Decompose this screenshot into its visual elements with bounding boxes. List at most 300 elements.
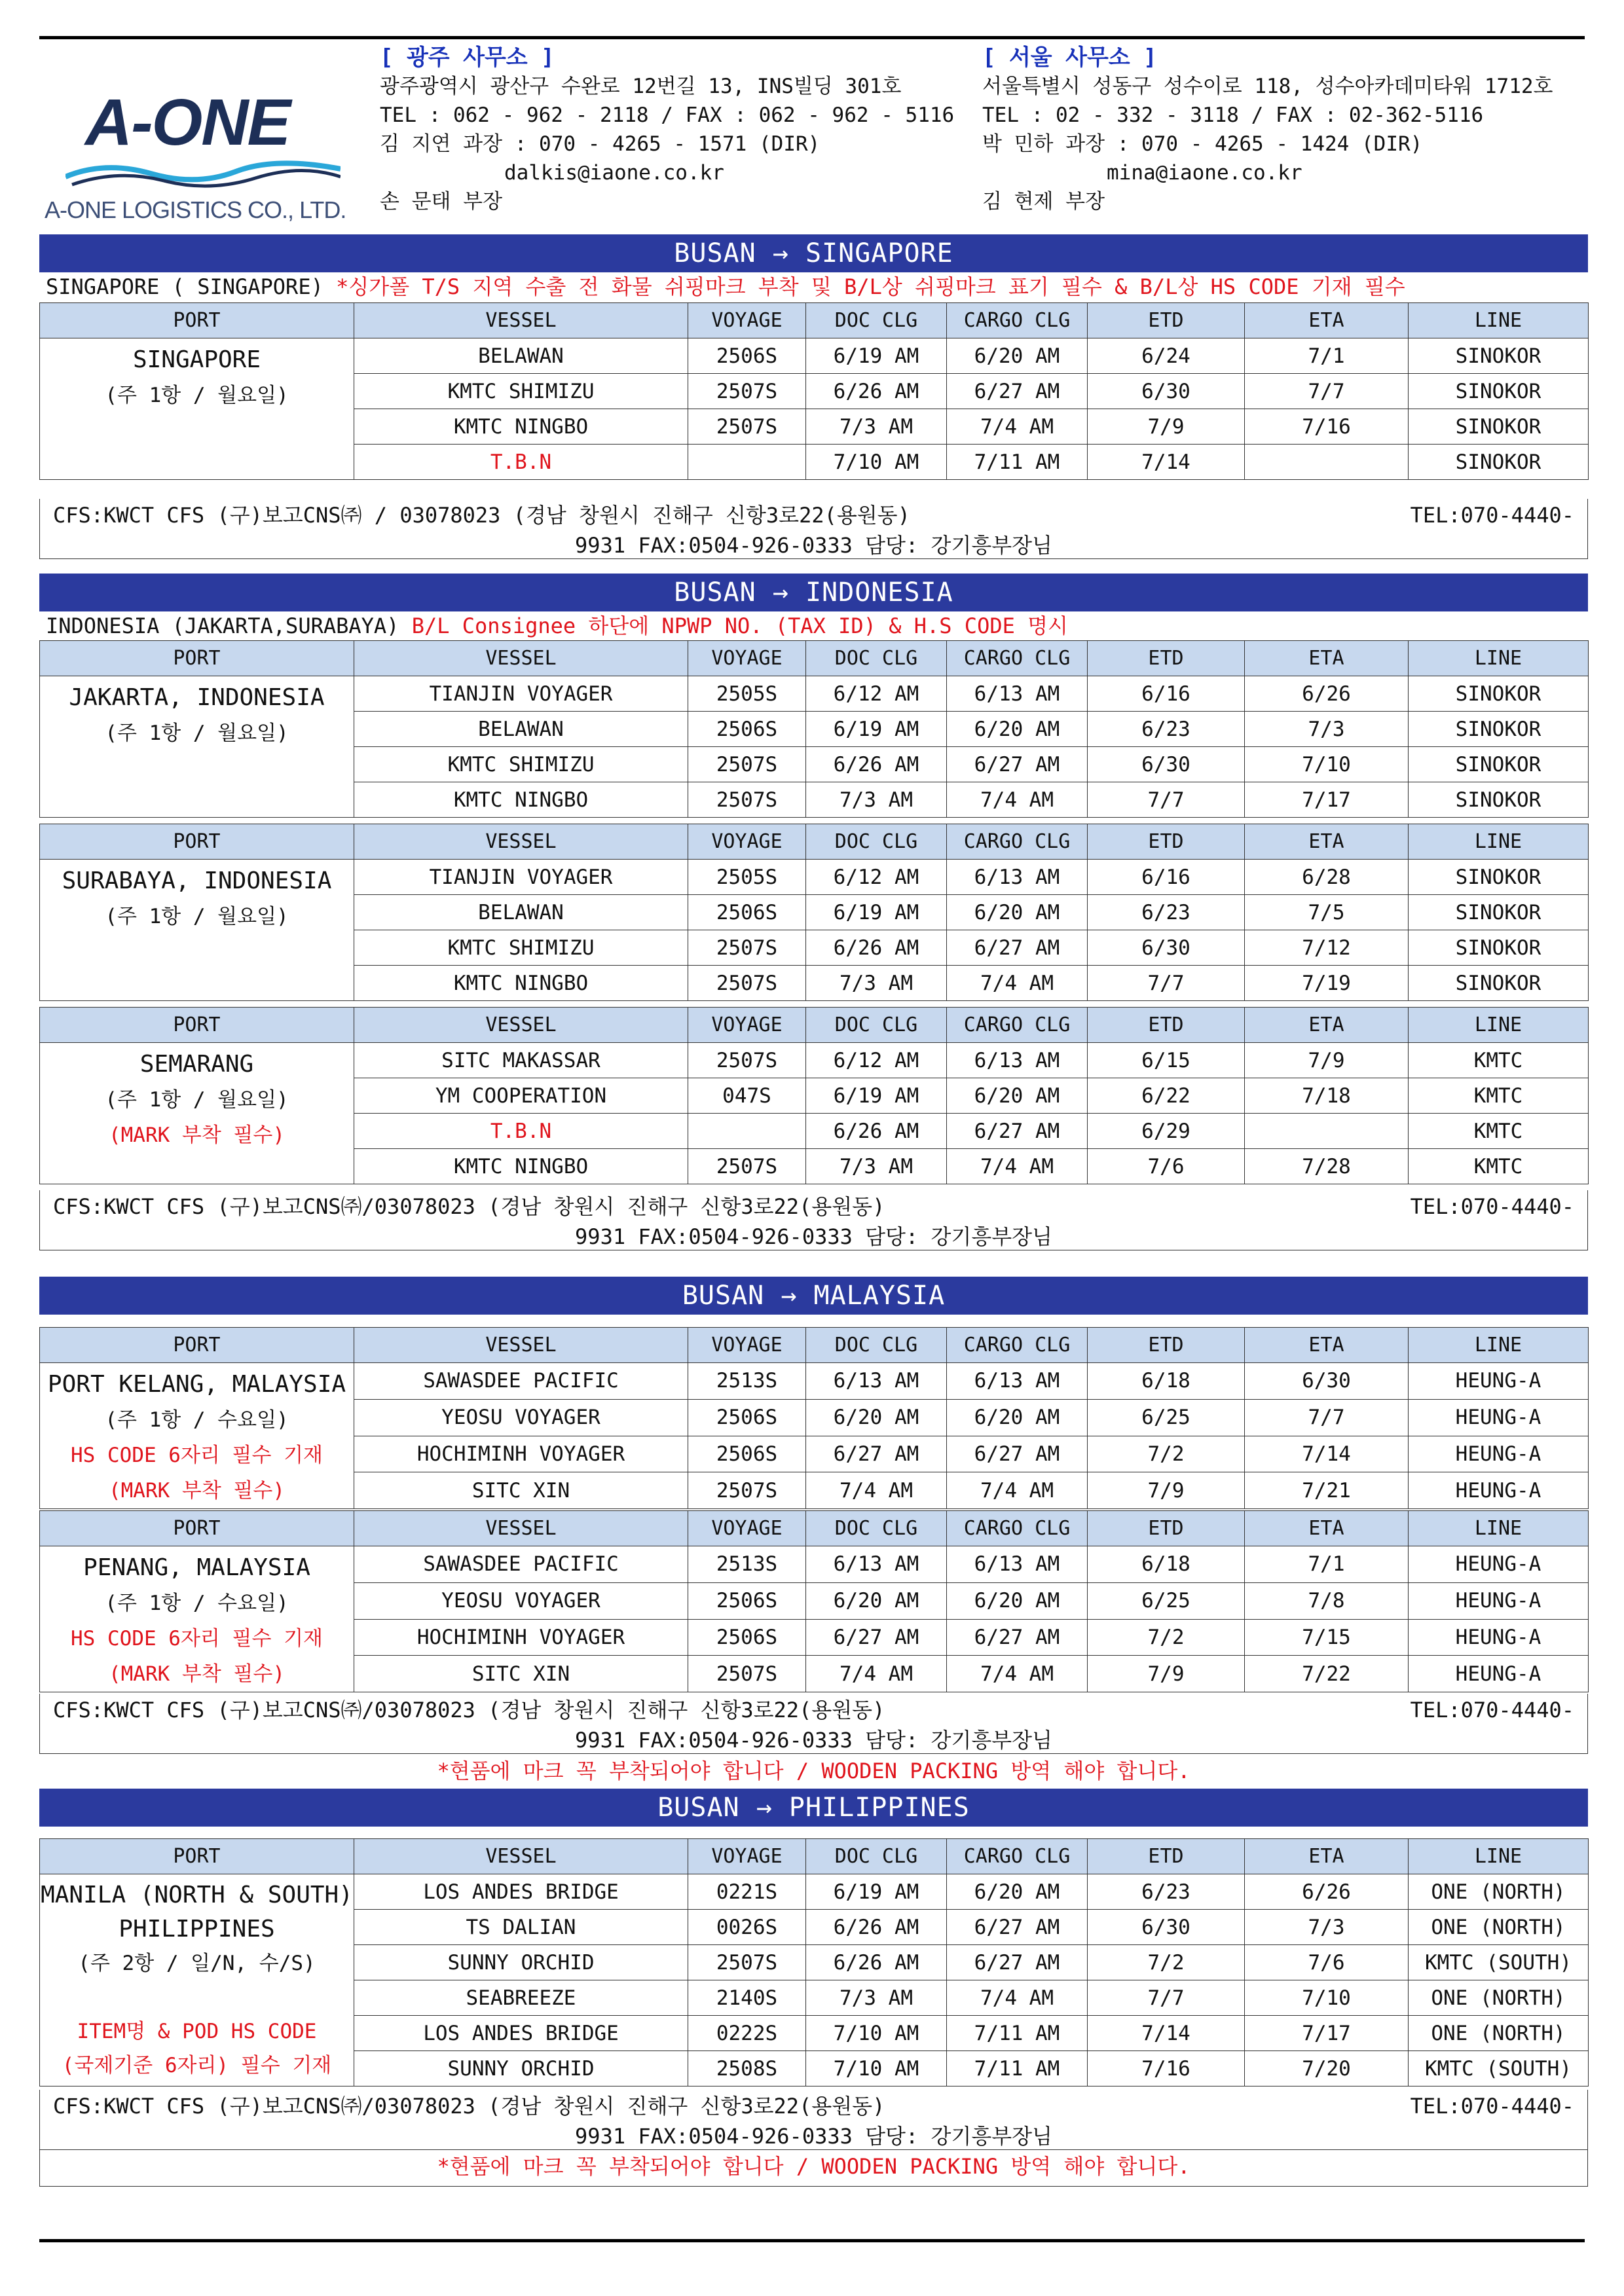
singapore-schedule-table <box>39 302 1589 480</box>
line-cell: HEUNG-A <box>1409 1582 1589 1619</box>
port-cell <box>40 1546 354 1692</box>
port-country: PHILIPPINES <box>119 1916 275 1942</box>
port-requirement: (국제기준 6자리) 필수 기재 <box>62 2054 332 2077</box>
table-header-row <box>40 1839 1589 1874</box>
office-address: 광주광역시 광산구 수완로 12번길 13, INS빌딩 301호 <box>380 75 902 98</box>
eta-cell: 7/7 <box>1245 374 1409 409</box>
line-cell: KMTC <box>1409 1043 1589 1078</box>
line-cell: KMTC (SOUTH) <box>1409 1945 1589 1980</box>
vessel-cell: T.B.N <box>354 445 688 480</box>
column-header: LINE <box>1409 1328 1589 1363</box>
table-header-row <box>40 1511 1589 1546</box>
vessel-cell: KMTC NINGBO <box>354 409 688 445</box>
column-header: PORT <box>40 303 354 338</box>
port-name: MANILA (NORTH & SOUTH) <box>41 1882 353 1908</box>
doc-clg-cell: 6/26 AM <box>806 747 947 782</box>
column-header: LINE <box>1409 1511 1589 1546</box>
line-cell: HEUNG-A <box>1409 1619 1589 1656</box>
etd-cell: 7/7 <box>1088 1980 1245 2016</box>
section-banner-malaysia: BUSAN → MALAYSIA <box>39 1277 1588 1315</box>
note-country: SINGAPORE ( SINGAPORE) <box>46 274 337 299</box>
column-header: DOC CLG <box>806 1328 947 1363</box>
doc-clg-cell: 6/12 AM <box>806 676 947 712</box>
doc-clg-cell: 6/26 AM <box>806 1910 947 1945</box>
cargo-clg-cell: 7/4 AM <box>947 1980 1088 2016</box>
port-requirement: (MARK 부착 필수) <box>108 1662 286 1686</box>
cfs-fax-contact: 9931 FAX:0504-926-0333 담당: 강기흥부장님 <box>575 1224 1052 1249</box>
line-cell: HEUNG-A <box>1409 1472 1589 1509</box>
etd-cell: 6/16 <box>1088 860 1245 895</box>
eta-cell <box>1245 1114 1409 1149</box>
column-header: PORT <box>40 1328 354 1363</box>
column-header: PORT <box>40 1839 354 1874</box>
line-cell: HEUNG-A <box>1409 1363 1589 1400</box>
line-cell: KMTC <box>1409 1078 1589 1114</box>
eta-cell: 7/10 <box>1245 1980 1409 2016</box>
table-row <box>40 1874 1589 1910</box>
etd-cell: 6/25 <box>1088 1399 1245 1436</box>
office-manager: 김 현제 부장 <box>982 190 1105 213</box>
voyage-cell: 2507S <box>688 1149 806 1184</box>
cargo-clg-cell: 7/4 AM <box>947 1149 1088 1184</box>
vessel-cell: BELAWAN <box>354 338 688 374</box>
column-header: LINE <box>1409 824 1589 860</box>
etd-cell: 6/29 <box>1088 1114 1245 1149</box>
table-row <box>40 860 1589 895</box>
doc-clg-cell: 7/3 AM <box>806 1980 947 2016</box>
doc-clg-cell: 6/13 AM <box>806 1546 947 1583</box>
etd-cell: 7/14 <box>1088 2016 1245 2051</box>
column-header: CARGO CLG <box>947 1511 1088 1546</box>
cargo-clg-cell: 7/4 AM <box>947 966 1088 1001</box>
line-cell: SINOKOR <box>1409 782 1589 818</box>
etd-cell: 7/7 <box>1088 782 1245 818</box>
office-email[interactable]: dalkis@iaone.co.kr <box>504 161 724 185</box>
cargo-clg-cell: 6/13 AM <box>947 860 1088 895</box>
port-cell <box>40 1874 354 2086</box>
table-header-row <box>40 1008 1589 1043</box>
cargo-clg-cell: 6/20 AM <box>947 338 1088 374</box>
port-kelang-schedule-table <box>39 1327 1589 1509</box>
doc-clg-cell: 6/26 AM <box>806 1945 947 1980</box>
doc-clg-cell: 6/19 AM <box>806 1874 947 1910</box>
etd-cell: 6/16 <box>1088 676 1245 712</box>
penang-schedule-table <box>39 1510 1589 1692</box>
eta-cell: 7/12 <box>1245 930 1409 966</box>
cargo-clg-cell: 7/11 AM <box>947 2016 1088 2051</box>
column-header: VESSEL <box>354 1839 688 1874</box>
cargo-clg-cell: 7/11 AM <box>947 445 1088 480</box>
seoul-office <box>982 43 1553 216</box>
table-row <box>40 676 1589 712</box>
etd-cell: 6/24 <box>1088 338 1245 374</box>
column-header: LINE <box>1409 1008 1589 1043</box>
voyage-cell <box>688 445 806 480</box>
vessel-cell: KMTC NINGBO <box>354 966 688 1001</box>
etd-cell: 6/25 <box>1088 1582 1245 1619</box>
voyage-cell: 2506S <box>688 1436 806 1472</box>
port-requirement: HS CODE 6자리 필수 기재 <box>71 1444 323 1467</box>
table-row <box>40 1363 1589 1400</box>
gwangju-office <box>380 43 954 216</box>
cargo-clg-cell: 6/27 AM <box>947 1114 1088 1149</box>
line-cell: HEUNG-A <box>1409 1656 1589 1692</box>
cargo-clg-cell: 6/13 AM <box>947 676 1088 712</box>
eta-cell: 7/5 <box>1245 895 1409 930</box>
column-header: CARGO CLG <box>947 1839 1088 1874</box>
cfs-address: CFS:KWCT CFS (구)보고CNS㈜/03078023 (경남 창원시 진해구 신항3로22(용원동) <box>53 1194 885 1219</box>
office-manager: 손 문태 부장 <box>380 190 503 213</box>
cfs-fax-contact: 9931 FAX:0504-926-0333 담당: 강기흥부장님 <box>575 2124 1052 2149</box>
voyage-cell: 2507S <box>688 1945 806 1980</box>
column-header: ETD <box>1088 1839 1245 1874</box>
cargo-clg-cell: 6/13 AM <box>947 1043 1088 1078</box>
logo-subtitle: A-ONE LOGISTICS CO., LTD. <box>45 196 346 223</box>
table-header-row <box>40 1328 1589 1363</box>
column-header: ETD <box>1088 641 1245 676</box>
cfs-info <box>39 499 1588 559</box>
eta-cell: 7/8 <box>1245 1582 1409 1619</box>
column-header: LINE <box>1409 303 1589 338</box>
doc-clg-cell: 6/27 AM <box>806 1436 947 1472</box>
eta-cell: 7/16 <box>1245 409 1409 445</box>
etd-cell: 6/18 <box>1088 1546 1245 1583</box>
column-header: CARGO CLG <box>947 641 1088 676</box>
voyage-cell: 2506S <box>688 1582 806 1619</box>
column-header: DOC CLG <box>806 824 947 860</box>
vessel-cell: SUNNY ORCHID <box>354 1945 688 1980</box>
line-cell: ONE (NORTH) <box>1409 1910 1589 1945</box>
column-header: ETD <box>1088 1511 1245 1546</box>
doc-clg-cell: 7/10 AM <box>806 2051 947 2086</box>
port-name: SEMARANG <box>139 1051 254 1078</box>
vessel-cell: YEOSU VOYAGER <box>354 1582 688 1619</box>
cargo-clg-cell: 6/20 AM <box>947 1078 1088 1114</box>
eta-cell: 7/22 <box>1245 1656 1409 1692</box>
singapore-note <box>46 274 1405 300</box>
port-requirement: (MARK 부착 필수) <box>108 1123 286 1147</box>
cfs-fax-contact: 9931 FAX:0504-926-0333 담당: 강기흥부장님 <box>575 1728 1052 1753</box>
column-header: VESSEL <box>354 303 688 338</box>
cfs-tel: TEL:070-4440- <box>1410 2094 1574 2119</box>
voyage-cell: 2513S <box>688 1546 806 1583</box>
doc-clg-cell: 6/12 AM <box>806 1043 947 1078</box>
packing-warning: *현품에 마크 꼭 부착되어야 합니다 / WOODEN PACKING 방역 해야 합니다. <box>39 2150 1588 2187</box>
table-row <box>40 338 1589 374</box>
company-logo <box>39 59 354 223</box>
line-cell: ONE (NORTH) <box>1409 1874 1589 1910</box>
cargo-clg-cell: 6/27 AM <box>947 1619 1088 1656</box>
cargo-clg-cell: 6/20 AM <box>947 1399 1088 1436</box>
column-header: VESSEL <box>354 1328 688 1363</box>
vessel-cell: TIANJIN VOYAGER <box>354 860 688 895</box>
voyage-cell <box>688 1114 806 1149</box>
etd-cell: 7/9 <box>1088 1472 1245 1509</box>
doc-clg-cell: 6/12 AM <box>806 860 947 895</box>
eta-cell: 6/26 <box>1245 676 1409 712</box>
line-cell: SINOKOR <box>1409 712 1589 747</box>
philippines-schedule-table <box>39 1838 1589 2086</box>
column-header: ETD <box>1088 1008 1245 1043</box>
port-frequency: (주 1항 / 수요일) <box>105 1408 289 1432</box>
line-cell: ONE (NORTH) <box>1409 1980 1589 2016</box>
etd-cell: 7/7 <box>1088 966 1245 1001</box>
column-header: ETA <box>1245 1008 1409 1043</box>
eta-cell: 7/9 <box>1245 1043 1409 1078</box>
column-header: CARGO CLG <box>947 824 1088 860</box>
doc-clg-cell: 7/3 AM <box>806 966 947 1001</box>
doc-clg-cell: 6/13 AM <box>806 1363 947 1400</box>
column-header: VESSEL <box>354 1008 688 1043</box>
cargo-clg-cell: 6/20 AM <box>947 1874 1088 1910</box>
line-cell: HEUNG-A <box>1409 1399 1589 1436</box>
eta-cell: 7/3 <box>1245 1910 1409 1945</box>
vessel-cell: SITC XIN <box>354 1472 688 1509</box>
cargo-clg-cell: 6/20 AM <box>947 1582 1088 1619</box>
eta-cell: 7/18 <box>1245 1078 1409 1114</box>
doc-clg-cell: 7/3 AM <box>806 1149 947 1184</box>
doc-clg-cell: 6/26 AM <box>806 374 947 409</box>
vessel-cell: SITC MAKASSAR <box>354 1043 688 1078</box>
port-cell <box>40 338 354 480</box>
cfs-fax-contact: 9931 FAX:0504-926-0333 담당: 강기흥부장님 <box>575 533 1052 558</box>
jakarta-schedule-table <box>39 640 1589 818</box>
vessel-cell: T.B.N <box>354 1114 688 1149</box>
table-header-row <box>40 641 1589 676</box>
vessel-cell: SEABREEZE <box>354 1980 688 2016</box>
doc-clg-cell: 6/27 AM <box>806 1619 947 1656</box>
etd-cell: 7/2 <box>1088 1436 1245 1472</box>
line-cell: SINOKOR <box>1409 409 1589 445</box>
etd-cell: 7/9 <box>1088 409 1245 445</box>
cargo-clg-cell: 7/4 AM <box>947 1472 1088 1509</box>
cargo-clg-cell: 7/11 AM <box>947 2051 1088 2086</box>
eta-cell: 7/20 <box>1245 2051 1409 2086</box>
eta-cell: 7/14 <box>1245 1436 1409 1472</box>
voyage-cell: 0026S <box>688 1910 806 1945</box>
semarang-schedule-table <box>39 1007 1589 1184</box>
eta-cell: 7/6 <box>1245 1945 1409 1980</box>
column-header: DOC CLG <box>806 1511 947 1546</box>
office-email[interactable]: mina@iaone.co.kr <box>1107 161 1302 185</box>
line-cell: SINOKOR <box>1409 445 1589 480</box>
vessel-cell: LOS ANDES BRIDGE <box>354 1874 688 1910</box>
port-requirement: (MARK 부착 필수) <box>108 1479 286 1503</box>
port-frequency: (주 1항 / 월요일) <box>105 905 289 928</box>
column-header: VOYAGE <box>688 1511 806 1546</box>
port-requirement: HS CODE 6자리 필수 기재 <box>71 1627 323 1650</box>
etd-cell: 7/16 <box>1088 2051 1245 2086</box>
port-name: PORT KELANG, MALAYSIA <box>47 1371 346 1398</box>
voyage-cell: 0221S <box>688 1874 806 1910</box>
voyage-cell: 2507S <box>688 1043 806 1078</box>
etd-cell: 7/2 <box>1088 1619 1245 1656</box>
voyage-cell: 2507S <box>688 374 806 409</box>
voyage-cell: 2507S <box>688 747 806 782</box>
voyage-cell: 2505S <box>688 676 806 712</box>
eta-cell: 6/26 <box>1245 1874 1409 1910</box>
cargo-clg-cell: 6/13 AM <box>947 1363 1088 1400</box>
doc-clg-cell: 6/26 AM <box>806 930 947 966</box>
line-cell: KMTC (SOUTH) <box>1409 2051 1589 2086</box>
line-cell: SINOKOR <box>1409 374 1589 409</box>
line-cell: SINOKOR <box>1409 895 1589 930</box>
cfs-tel: TEL:070-4440- <box>1410 1698 1574 1722</box>
doc-clg-cell: 6/19 AM <box>806 895 947 930</box>
eta-cell: 7/19 <box>1245 966 1409 1001</box>
note-country: INDONESIA (JAKARTA,SURABAYA) <box>46 613 412 638</box>
port-name: SURABAYA, INDONESIA <box>62 867 332 894</box>
column-header: LINE <box>1409 1839 1589 1874</box>
column-header: VESSEL <box>354 824 688 860</box>
cfs-tel: TEL:070-4440- <box>1410 1194 1574 1219</box>
etd-cell: 7/2 <box>1088 1945 1245 1980</box>
spacer <box>40 1980 354 2014</box>
cfs-info <box>39 1190 1588 1250</box>
voyage-cell: 2506S <box>688 712 806 747</box>
line-cell: SINOKOR <box>1409 860 1589 895</box>
voyage-cell: 2507S <box>688 1472 806 1509</box>
cfs-address: CFS:KWCT CFS (구)보고CNS㈜ / 03078023 (경남 창원시 진해구 신항3로22(용원동) <box>53 503 910 528</box>
column-header: ETA <box>1245 1328 1409 1363</box>
voyage-cell: 047S <box>688 1078 806 1114</box>
cargo-clg-cell: 6/27 AM <box>947 1945 1088 1980</box>
column-header: PORT <box>40 1511 354 1546</box>
cfs-tel: TEL:070-4440- <box>1410 503 1574 528</box>
line-cell: SINOKOR <box>1409 966 1589 1001</box>
vessel-cell: KMTC SHIMIZU <box>354 930 688 966</box>
doc-clg-cell: 7/10 AM <box>806 2016 947 2051</box>
line-cell: HEUNG-A <box>1409 1436 1589 1472</box>
doc-clg-cell: 6/20 AM <box>806 1582 947 1619</box>
cargo-clg-cell: 6/20 AM <box>947 895 1088 930</box>
column-header: PORT <box>40 1008 354 1043</box>
office-tel: TEL : 062 - 962 - 2118 / FAX : 062 - 962 - 5116 <box>380 103 955 127</box>
office-tel: TEL : 02 - 332 - 3118 / FAX : 02-362-5116 <box>982 103 1484 127</box>
doc-clg-cell: 7/3 AM <box>806 409 947 445</box>
eta-cell: 7/1 <box>1245 1546 1409 1583</box>
section-banner-philippines: BUSAN → PHILIPPINES <box>39 1789 1588 1827</box>
column-header: CARGO CLG <box>947 303 1088 338</box>
doc-clg-cell: 6/19 AM <box>806 338 947 374</box>
note-requirement: B/L Consignee 하단에 NPWP NO. (TAX ID) & H.S CODE 명시 <box>411 613 1068 638</box>
cargo-clg-cell: 6/20 AM <box>947 712 1088 747</box>
line-cell: KMTC <box>1409 1114 1589 1149</box>
column-header: DOC CLG <box>806 1008 947 1043</box>
vessel-cell: SAWASDEE PACIFIC <box>354 1363 688 1400</box>
port-frequency: (주 2항 / 일/N, 수/S) <box>78 1952 316 1975</box>
voyage-cell: 2507S <box>688 1656 806 1692</box>
table-header-row <box>40 303 1589 338</box>
bottom-rule <box>39 2239 1585 2242</box>
eta-cell: 6/28 <box>1245 860 1409 895</box>
column-header: ETA <box>1245 1839 1409 1874</box>
eta-cell: 7/28 <box>1245 1149 1409 1184</box>
voyage-cell: 2507S <box>688 409 806 445</box>
vessel-cell: KMTC NINGBO <box>354 1149 688 1184</box>
port-name: PENANG, MALAYSIA <box>83 1554 310 1581</box>
eta-cell: 7/7 <box>1245 1399 1409 1436</box>
vessel-cell: SUNNY ORCHID <box>354 2051 688 2086</box>
etd-cell: 7/9 <box>1088 1656 1245 1692</box>
column-header: CARGO CLG <box>947 1328 1088 1363</box>
section-banner-singapore: BUSAN → SINGAPORE <box>39 234 1588 272</box>
line-cell: SINOKOR <box>1409 676 1589 712</box>
port-requirement: ITEM명 & POD HS CODE <box>77 2020 317 2043</box>
voyage-cell: 2506S <box>688 338 806 374</box>
etd-cell: 6/30 <box>1088 374 1245 409</box>
vessel-cell: TS DALIAN <box>354 1910 688 1945</box>
vessel-cell: YEOSU VOYAGER <box>354 1399 688 1436</box>
column-header: PORT <box>40 824 354 860</box>
cargo-clg-cell: 7/4 AM <box>947 782 1088 818</box>
indonesia-note <box>46 613 1068 639</box>
eta-cell: 7/21 <box>1245 1472 1409 1509</box>
table-row <box>40 1043 1589 1078</box>
office-contact: 박 민하 과장 : 070 - 4265 - 1424 (DIR) <box>982 132 1423 156</box>
port-frequency: (주 1항 / 수요일) <box>105 1592 289 1615</box>
column-header: PORT <box>40 641 354 676</box>
doc-clg-cell: 7/4 AM <box>806 1656 947 1692</box>
column-header: DOC CLG <box>806 303 947 338</box>
etd-cell: 6/22 <box>1088 1078 1245 1114</box>
eta-cell: 7/15 <box>1245 1619 1409 1656</box>
cargo-clg-cell: 7/4 AM <box>947 409 1088 445</box>
logo-text: A-ONE <box>85 86 290 159</box>
voyage-cell: 2505S <box>688 860 806 895</box>
wave-icon <box>65 157 341 190</box>
column-header: VOYAGE <box>688 303 806 338</box>
surabaya-schedule-table <box>39 824 1589 1001</box>
eta-cell: 7/3 <box>1245 712 1409 747</box>
voyage-cell: 2506S <box>688 895 806 930</box>
column-header: ETA <box>1245 641 1409 676</box>
port-cell <box>40 1043 354 1184</box>
voyage-cell: 0222S <box>688 2016 806 2051</box>
section-banner-indonesia: BUSAN → INDONESIA <box>39 574 1588 611</box>
eta-cell <box>1245 445 1409 480</box>
line-cell: SINOKOR <box>1409 747 1589 782</box>
line-cell: SINOKOR <box>1409 930 1589 966</box>
column-header: VESSEL <box>354 641 688 676</box>
port-frequency: (주 1항 / 월요일) <box>105 721 289 745</box>
vessel-cell: HOCHIMINH VOYAGER <box>354 1619 688 1656</box>
line-cell: HEUNG-A <box>1409 1546 1589 1583</box>
vessel-cell: KMTC SHIMIZU <box>354 374 688 409</box>
port-frequency: (주 1항 / 월요일) <box>105 1088 289 1112</box>
cargo-clg-cell: 6/27 AM <box>947 747 1088 782</box>
doc-clg-cell: 7/10 AM <box>806 445 947 480</box>
voyage-cell: 2506S <box>688 1399 806 1436</box>
port-cell <box>40 860 354 1001</box>
column-header: ETD <box>1088 824 1245 860</box>
cargo-clg-cell: 6/27 AM <box>947 1910 1088 1945</box>
vessel-cell: HOCHIMINH VOYAGER <box>354 1436 688 1472</box>
column-header: ETA <box>1245 824 1409 860</box>
voyage-cell: 2140S <box>688 1980 806 2016</box>
vessel-cell: BELAWAN <box>354 712 688 747</box>
doc-clg-cell: 7/4 AM <box>806 1472 947 1509</box>
office-contact: 김 지연 과장 : 070 - 4265 - 1571 (DIR) <box>380 132 821 156</box>
column-header: ETA <box>1245 303 1409 338</box>
eta-cell: 7/17 <box>1245 2016 1409 2051</box>
voyage-cell: 2506S <box>688 1619 806 1656</box>
column-header: VOYAGE <box>688 1328 806 1363</box>
column-header: VESSEL <box>354 1511 688 1546</box>
voyage-cell: 2513S <box>688 1363 806 1400</box>
vessel-cell: SITC XIN <box>354 1656 688 1692</box>
table-header-row <box>40 824 1589 860</box>
